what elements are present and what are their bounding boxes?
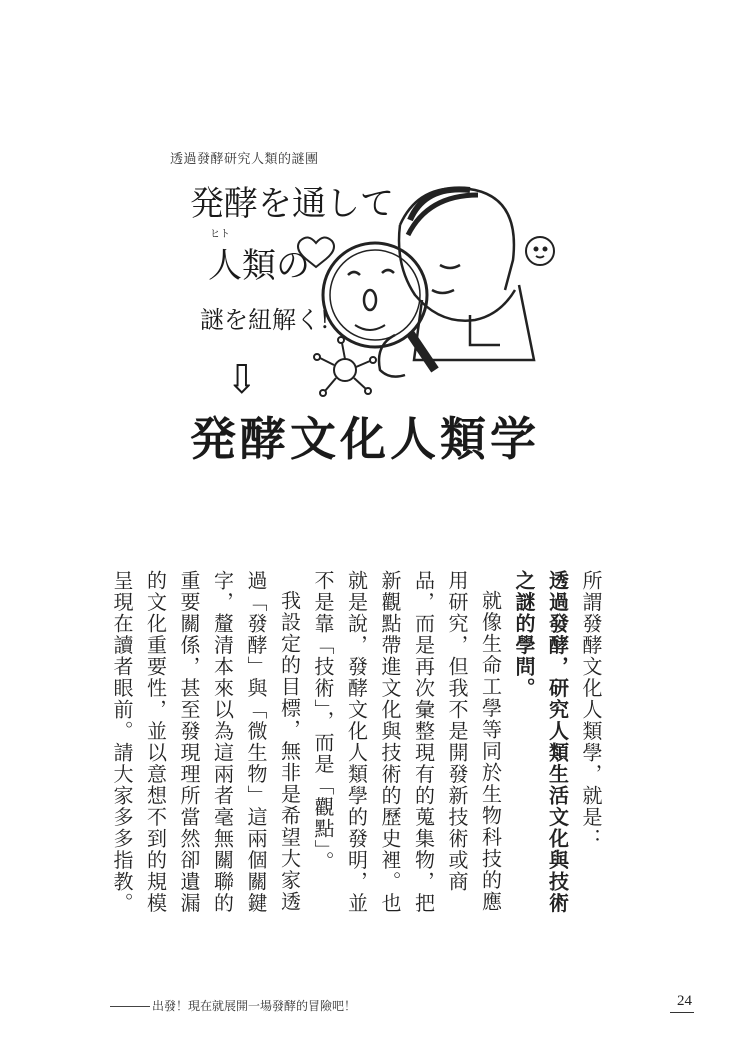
running-title-text: 出發！現在就展開一場發酵的冒險吧！ — [152, 999, 357, 1013]
body-text — [105, 570, 608, 930]
lettering-line1: 発酵を通して — [190, 184, 394, 224]
page-number: 24 — [677, 993, 692, 1009]
paragraph-3: 我設定的目標，無非是希望大家透過「發酵」與「微生物」這兩個關鍵字，釐清本來以為這兩者毫無關聯的重要關係，甚至發現理所當然卻遺漏的文化重要性，並以意想不到的規模呈現在讀者眼前。請大家多多指教。 — [110, 570, 302, 914]
down-arrow-icon: ⇩ — [225, 357, 259, 403]
dash-rule — [110, 1006, 150, 1007]
lettering-ruby: ヒト — [210, 229, 230, 240]
running-title — [110, 997, 356, 1014]
lettering-line3: 謎を紐解く! — [200, 306, 330, 334]
lettering-line2: 人類の — [208, 246, 310, 286]
page-number-rule — [670, 1012, 694, 1013]
magnifying-glass-icon — [323, 243, 435, 370]
paragraph-1-lead: 所謂發酵文化人類學，就是： — [579, 570, 603, 850]
paragraph-2: 就像生命工學等同於生物科技的應用研究，但我不是開發新技術或商品，而是再次彙整現有的蒐集物，把新觀點帶進文化與技術的歷史裡。也就是說，發酵文化人類學的發明，並不是靠「技術」，而是「觀點」。 — [311, 570, 503, 914]
person-illustration — [379, 188, 534, 376]
illustration-caption: 透過發酵研究人類的謎團 — [170, 152, 319, 167]
paragraph-1-bold: 透過發酵，研究人類生活文化與技術之謎的學問。 — [512, 570, 570, 914]
hand-drawn-illustration — [170, 165, 570, 475]
lettering-title: 発酵文化人類学 — [190, 412, 540, 466]
microbe-character-icon — [526, 237, 554, 265]
